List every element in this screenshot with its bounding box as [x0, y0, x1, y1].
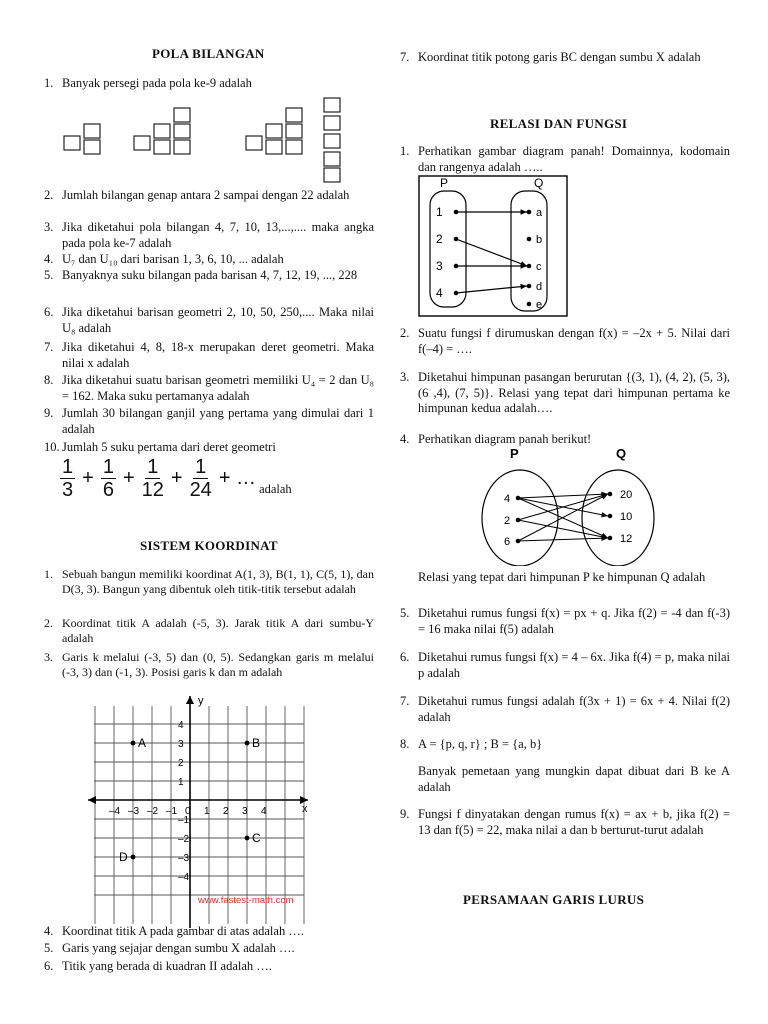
codomain-point	[527, 210, 532, 215]
codomain-label: e	[536, 299, 543, 311]
codomain-point	[608, 536, 613, 541]
mapping-arrow	[456, 286, 527, 293]
pola-bilangan-title: POLA BILANGAN	[152, 46, 265, 61]
point-d	[131, 855, 136, 860]
set-q-ellipse	[582, 470, 654, 566]
arrow-head	[601, 512, 608, 517]
y-tick-label: 3	[178, 739, 184, 750]
domain-label: 1	[436, 205, 443, 219]
point-label: A	[138, 736, 147, 750]
domain-label: 3	[436, 259, 443, 273]
persamaan-garis-lurus-title: PERSAMAAN GARIS LURUS	[463, 892, 645, 907]
y-tick-label: –2	[178, 834, 190, 845]
x-tick-label: –4	[109, 806, 121, 817]
y-tick-label: –4	[178, 872, 190, 883]
x-axis-arrow	[88, 796, 96, 804]
codomain-label: 20	[620, 489, 633, 501]
domain-label: 6	[504, 536, 511, 548]
y-axis-label: y	[198, 695, 204, 707]
codomain-point	[527, 264, 532, 269]
codomain-point	[608, 514, 613, 519]
fraction: $\frac{1}{12}$	[141, 456, 164, 501]
x-tick-label: –3	[128, 806, 140, 817]
x-tick-label: 2	[223, 806, 229, 817]
codomain-label: a	[536, 207, 543, 219]
x-tick-label: 0	[185, 806, 191, 817]
y-axis-arrow	[186, 696, 194, 704]
x-tick-label: 4	[261, 806, 267, 817]
fraction: $\frac{1}{24}$	[189, 456, 212, 501]
x-axis-label: x	[302, 803, 308, 815]
arrow-head	[521, 209, 527, 214]
point-label: C	[252, 831, 261, 845]
x-tick-label: –1	[166, 806, 178, 817]
geometric-series: $\frac{1}{3}$ + $\frac{1}{6}$ + $\frac{1}{12}$ + $\frac{1}{24}$ + … adalah	[62, 456, 292, 501]
point-a	[131, 741, 136, 746]
point-label: B	[252, 736, 261, 750]
relasi-fungsi-title: RELASI DAN FUNGSI	[490, 116, 628, 131]
point-c	[245, 836, 250, 841]
watermark: www.fastest-math.com	[198, 895, 294, 906]
arrow-diagram-1	[418, 175, 568, 317]
codomain-label: 10	[620, 511, 633, 523]
mapping-arrow	[518, 520, 608, 538]
codomain-point	[527, 302, 532, 307]
point-label: D	[119, 850, 128, 864]
fraction: $\frac{1}{6}$	[102, 456, 114, 501]
y-tick-label: –1	[178, 815, 190, 826]
point-b	[245, 741, 250, 746]
mapping-arrow	[518, 538, 608, 541]
set-p-label: P	[440, 176, 449, 190]
domain-label: 2	[436, 232, 443, 246]
domain-label: 2	[504, 515, 511, 527]
x-tick-label: 3	[242, 806, 248, 817]
x-tick-label: 1	[204, 806, 210, 817]
arrow-diagram-2	[478, 446, 668, 566]
coordinate-grid	[86, 692, 312, 932]
domain-label: 4	[504, 493, 511, 505]
codomain-label: b	[536, 234, 543, 246]
sistem-koordinat-title: SISTEM KOORDINAT	[140, 538, 278, 553]
set-p-ellipse	[482, 470, 558, 566]
codomain-point	[608, 492, 613, 497]
y-tick-label: 2	[178, 758, 184, 769]
x-tick-label: –2	[147, 806, 159, 817]
codomain-point	[527, 284, 532, 289]
set-q-label: Q	[534, 176, 544, 190]
codomain-point	[527, 237, 532, 242]
y-tick-label: 1	[178, 777, 184, 788]
set-q-label: Q	[616, 446, 627, 461]
codomain-label: 12	[620, 533, 633, 545]
set-p-label: P	[510, 446, 519, 461]
y-tick-label: –3	[178, 853, 190, 864]
domain-label: 4	[436, 286, 443, 300]
codomain-label: c	[536, 261, 542, 273]
codomain-label: d	[536, 281, 543, 293]
square-pattern-figure	[60, 96, 360, 186]
y-tick-label: 4	[178, 720, 184, 731]
mapping-arrow	[456, 239, 527, 266]
fraction: $\frac{1}{3}$	[62, 456, 74, 501]
